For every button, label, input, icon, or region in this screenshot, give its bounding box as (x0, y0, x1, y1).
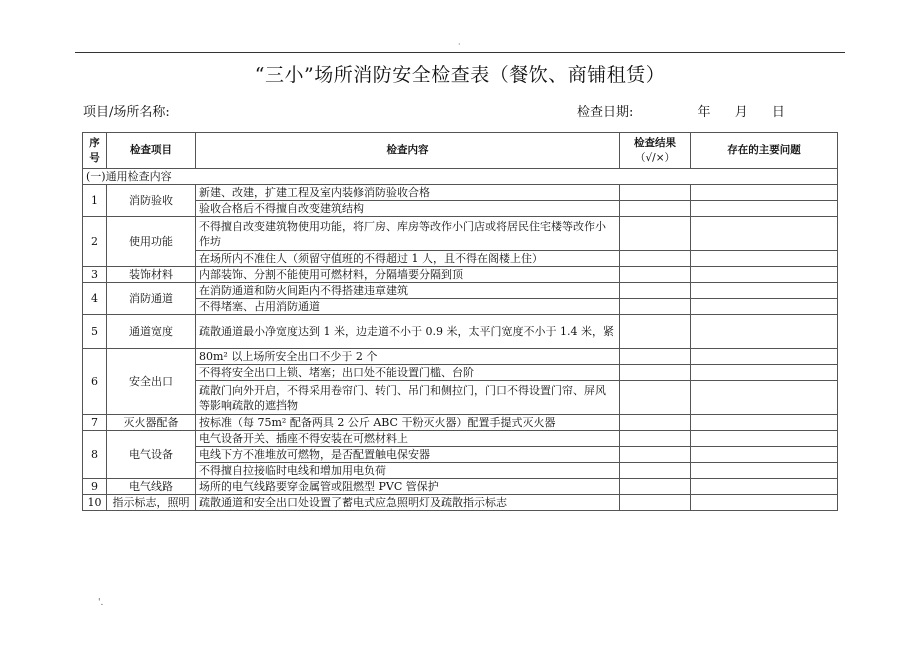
result-cell[interactable] (620, 299, 691, 315)
inspection-date (577, 101, 785, 120)
table-row (83, 299, 838, 315)
row-no: 4 (83, 283, 107, 315)
table-row (83, 381, 838, 415)
result-cell[interactable] (620, 283, 691, 299)
issue-cell[interactable] (691, 431, 838, 447)
issue-cell[interactable] (691, 463, 838, 479)
issue-cell[interactable] (691, 201, 838, 217)
table-row (83, 185, 838, 201)
table-row (83, 495, 838, 511)
row-item: 电气线路 (107, 479, 196, 495)
table-header-row (83, 133, 838, 169)
header-result-hint: （√/×） (634, 151, 676, 164)
table-row (83, 217, 838, 251)
result-cell[interactable] (620, 381, 691, 415)
section-title: (一)通用检查内容 (83, 169, 838, 185)
table-row (83, 315, 838, 349)
document-title: “三小”场所消防安全检查表（餐饮、商铺租赁） (254, 64, 666, 86)
table-row (83, 201, 838, 217)
row-content: 不得堵塞、占用消防通道 (196, 299, 620, 315)
issue-cell[interactable] (691, 185, 838, 201)
result-cell[interactable] (620, 415, 691, 431)
result-cell[interactable] (620, 201, 691, 217)
row-content: 按标准（每 75m² 配备两具 2 公斤 ABC 干粉灭火器）配置手提式灭火器 (196, 415, 620, 431)
result-cell[interactable] (620, 365, 691, 381)
row-content: 疏散门向外开启，不得采用卷帘门、转门、吊门和侧拉门，门口不得设置门帘、屏风等影响疏散的遮挡物 (196, 381, 620, 415)
header-issues: 存在的主要问题 (691, 133, 838, 169)
row-content: 不得擅自拉接临时电线和增加用电负荷 (196, 463, 620, 479)
issue-cell[interactable] (691, 365, 838, 381)
row-no: 9 (83, 479, 107, 495)
row-content: 在场所内不准住人（须留守值班的不得超过 1 人，且不得在阁楼上住） (196, 251, 620, 267)
row-content: 场所的电气线路要穿金属管或阻燃型 PVC 管保护 (196, 479, 620, 495)
table-row (83, 463, 838, 479)
issue-cell[interactable] (691, 349, 838, 365)
result-cell[interactable] (620, 217, 691, 251)
result-cell[interactable] (620, 315, 691, 349)
footer-mark: '. (98, 598, 104, 608)
header-content: 检查内容 (196, 133, 620, 169)
row-no: 2 (83, 217, 107, 267)
row-content: 不得将安全出口上锁、堵塞；出口处不能设置门槛、台阶 (196, 365, 620, 381)
row-no: 10 (83, 495, 107, 511)
row-content: 验收合格后不得擅自改变建筑结构 (196, 201, 620, 217)
row-content: 80m² 以上场所安全出口不少于 2 个 (196, 349, 620, 365)
row-content: 内部装饰、分割不能使用可燃材料，分隔墙要分隔到顶 (196, 267, 620, 283)
result-cell[interactable] (620, 251, 691, 267)
header-item: 检查项目 (107, 133, 196, 169)
inspection-table (82, 132, 838, 511)
result-cell[interactable] (620, 349, 691, 365)
row-content: 疏散通道和安全出口处设置了蓄电式应急照明灯及疏散指示标志 (196, 495, 620, 511)
issue-cell[interactable] (691, 251, 838, 267)
header-mark: · (458, 40, 461, 49)
row-content: 电气设备开关、插座不得安装在可燃材料上 (196, 431, 620, 447)
header-no: 序号 (83, 133, 107, 169)
row-item: 灭火器配备 (107, 415, 196, 431)
row-item: 指示标志，照明 (107, 495, 196, 511)
row-item: 通道宽度 (107, 315, 196, 349)
section-row (83, 169, 838, 185)
table-row (83, 431, 838, 447)
issue-cell[interactable] (691, 315, 838, 349)
date-day: 日 (771, 105, 785, 120)
row-no: 7 (83, 415, 107, 431)
row-no: 3 (83, 267, 107, 283)
table-row (83, 365, 838, 381)
table-row (83, 479, 838, 495)
header-result-label: 检查结果 (634, 136, 676, 149)
row-item: 消防验收 (107, 185, 196, 217)
result-cell[interactable] (620, 463, 691, 479)
project-name-label: 项目/场所名称: (83, 105, 170, 120)
table-row (83, 349, 838, 365)
issue-cell[interactable] (691, 217, 838, 251)
result-cell[interactable] (620, 447, 691, 463)
row-content: 疏散通道最小净宽度达到 1 米，边走道不小于 0.9 米，太平门宽度不小于 1.4 米，紧 (196, 315, 620, 349)
row-item: 电气设备 (107, 431, 196, 479)
row-item: 安全出口 (107, 349, 196, 415)
date-label: 检查日期: (577, 105, 634, 120)
row-content: 在消防通道和防火间距内不得搭建违章建筑 (196, 283, 620, 299)
issue-cell[interactable] (691, 495, 838, 511)
issue-cell[interactable] (691, 299, 838, 315)
date-year: 年 (697, 105, 711, 120)
issue-cell[interactable] (691, 415, 838, 431)
row-no: 1 (83, 185, 107, 217)
table-row (83, 447, 838, 463)
row-content: 不得擅自改变建筑物使用功能，将厂房、库房等改作小门店或将居民住宅楼等改作小作坊 (196, 217, 620, 251)
table-row (83, 415, 838, 431)
table-row (83, 251, 838, 267)
result-cell[interactable] (620, 495, 691, 511)
result-cell[interactable] (620, 267, 691, 283)
table-row (83, 283, 838, 299)
row-no: 8 (83, 431, 107, 479)
header-result (620, 133, 691, 169)
result-cell[interactable] (620, 185, 691, 201)
issue-cell[interactable] (691, 381, 838, 415)
row-item: 装饰材料 (107, 267, 196, 283)
row-item: 消防通道 (107, 283, 196, 315)
row-content: 电线下方不准堆放可燃物，是否配置触电保安器 (196, 447, 620, 463)
date-month: 月 (734, 105, 748, 120)
row-no: 5 (83, 315, 107, 349)
result-cell[interactable] (620, 479, 691, 495)
table-row (83, 267, 838, 283)
issue-cell[interactable] (691, 283, 838, 299)
issue-cell[interactable] (691, 447, 838, 463)
row-no: 6 (83, 349, 107, 415)
result-cell[interactable] (620, 431, 691, 447)
issue-cell[interactable] (691, 267, 838, 283)
row-item: 使用功能 (107, 217, 196, 267)
header-rule (75, 52, 845, 53)
issue-cell[interactable] (691, 479, 838, 495)
row-content: 新建、改建，扩建工程及室内装修消防验收合格 (196, 185, 620, 201)
